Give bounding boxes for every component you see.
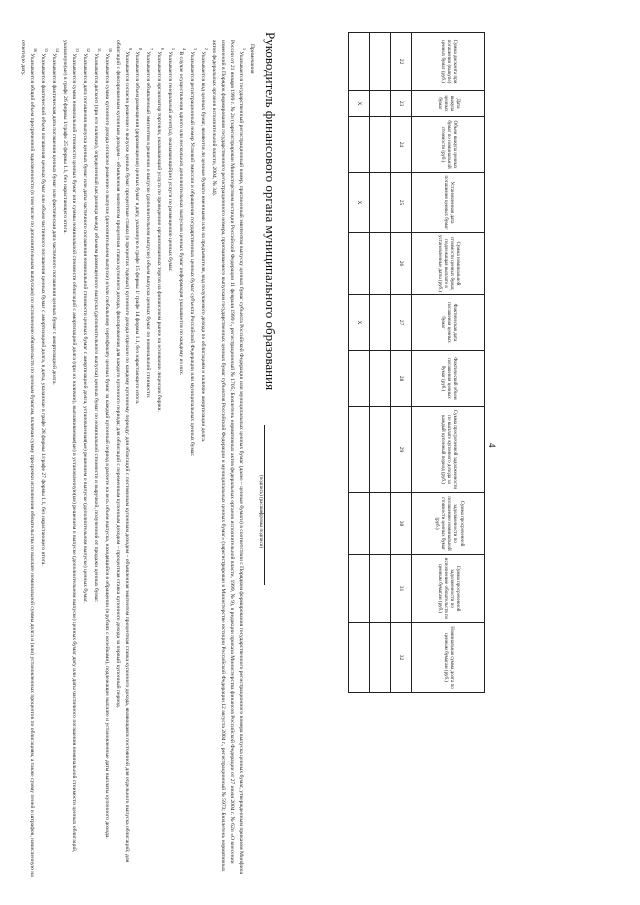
footnote-number: 1 [241, 48, 247, 50]
footnote [38, 40, 49, 880]
table-header-row [412, 33, 485, 693]
signature-hint: (подпись) (расшифровка подписи) [258, 475, 263, 549]
footnote [209, 40, 247, 880]
footnote-number: 14 [54, 48, 60, 52]
header-cell: Сумма номинальной стоимости ценных бумаг, подлежащая выплате в установленные даты (руб.) [412, 233, 485, 295]
table-column-number-row [391, 33, 412, 693]
header-cell: Сумма просроченной задолженности по выплате купонного дохода за каждый купонный период (руб.) [412, 407, 485, 493]
x-mark: X [349, 295, 370, 351]
column-number: 26 [391, 233, 412, 295]
header-cell: Сумма дисконта при погашении (выкупе) ценных бумаг (руб.) [412, 33, 485, 91]
footnote-number: 11 [96, 48, 102, 52]
footnote-text: Указывается дисконт (при его наличии), определенный как разница между объемом размещенного выпуска (дополнительного выпуска) ценных бумаг по номинальной стоимости и выручкой, полученной от продажи ценных бумаг. [92, 53, 99, 603]
table-row [370, 33, 391, 693]
footnote-text: Указывается фактическая дата погашения ценных бумаг или фактическая дата частичного погашения ценных бумаг с амортизацией долга. [51, 53, 58, 385]
column-number: 32 [391, 623, 412, 693]
footnote-text: Указывается сумма номинальной стоимости ценных бумаг или суммы номинальной стоимости облигаций с амортизацией долга (при их наличии), выплачиваемая(ые) в установленную(ые) решением о выпуске (дополнительном выпуске) ценных бумаг дату или даты частичного погашения номинальной стоимости ценных облигаций, указанную(ые) в графе 26 формы 1/графе 25 формы 1.1, без нарастающего итога. [61, 40, 78, 853]
footnote [18, 40, 38, 880]
footnote-list [18, 40, 247, 880]
footnote-text: Указывается государственный регистрационный номер, присвоенный эмитентом выпуску ценных бумаг субъекта Российской Федерации или муниципальных ценных бумаг (далее – ценные бумаги) в соответствии с Порядком формирования государственного регистрационного номера выпуска ценных бумаг, утвержденным приказом Минфина России от 21 января 1999 г. № 2н (зарегистрирован Министерством юстиции Российской Федерации 11 февраля 1999 г., регистрационный № 1705; Бюллетень нормативных актов федеральных органов исполнительной власти, 1999, № 9), в редакции приказа Министерства финансов Российской Федерации от 27 июля 2004 г. № 62н «О внесении изменений в Порядок формирования государственного регистрационного номера, присваиваемого выпускам государственных ценных бумаг субъектов Российской Федерации и муниципальных ценных бумаг» (зарегистрирован в Министерстве юстиции Российской Федерации 12 августа 2004 г., регистрационный № 5973; Бюллетень нормативных актов федеральных органов исполнительной власти, 2004, № 34). [210, 40, 245, 875]
table-cell [370, 493, 391, 555]
table-cell [370, 91, 391, 117]
signature-line [264, 425, 265, 585]
footnote-text: Указывается вид ценных бумаг, являются ли ценные бумаги именными или на предъявителя, вид получаемого дохода по облигациям и наличие амортизации долга. [200, 51, 207, 443]
footnote [143, 40, 154, 880]
table-cell [349, 117, 370, 173]
table-cell [349, 493, 370, 555]
table-cell [349, 623, 370, 693]
footnote-text: Указывается дата погашения выпуска ценных бумаг или даты частичного погашения номинальной стоимости ценных бумаг с амортизацией долга, установленная(ые) решением о выпуске (дополнительном выпуске) ценных бумаг. [81, 53, 88, 603]
x-mark: X [349, 173, 370, 233]
footnote-number: 5 [171, 48, 177, 50]
column-number: 30 [391, 493, 412, 555]
table-cell [370, 407, 391, 493]
notes-title: Примечания [249, 44, 255, 74]
footnote-text: Указывается объявленный эмитентом в решении о выпуске (дополнительном выпуске) объем выпуска ценных бумаг по номинальной стоимости. [145, 51, 152, 399]
column-number: 28 [391, 351, 412, 407]
header-cell: Фактический объем погашения ценных бумаг (руб.) [412, 351, 485, 407]
header-cell: Сумма просроченной задолженности по исполнению обязательств по ценным бумагам (руб.) [412, 555, 485, 623]
footnote [154, 40, 165, 880]
footnote [80, 40, 91, 880]
footnote-number: 15 [44, 48, 50, 52]
table-cell [370, 233, 391, 295]
footnote [49, 40, 60, 880]
column-number: 31 [391, 555, 412, 623]
header-cell: Номинальная сумма долга по ценным бумагам (руб.) [412, 623, 485, 693]
table-cell [370, 33, 391, 91]
footnote-number: 16 [33, 48, 39, 52]
table-total-row [349, 33, 370, 693]
footnote [102, 40, 113, 880]
table-cell [349, 351, 370, 407]
footnote [176, 40, 187, 880]
footnote [60, 40, 80, 880]
footnote-text: Указывается сумма купонного дохода согласно решению о выпуске (дополнительном выпуске) и/или глобальному сертификату ценных бумаг за каждый купонный период в расчете на весь объем выпуска, находящийся в обращении (в рублях с копейками), подлежащие выплате и установленные даты выплаты купонного дохода. [103, 53, 110, 839]
table-cell [349, 33, 370, 91]
footnote-number: 8 [138, 48, 144, 50]
head-title: Руководитель финансового органа муниципального образования [263, 32, 278, 391]
column-number: 23 [391, 91, 412, 117]
column-number: 22 [391, 33, 412, 91]
footnote-text: Указывается организатор торговли, оказывающий услуги по проведению организованных торгов на финансовом рынке на основании лицензии биржи. [156, 51, 163, 412]
table-cell [349, 555, 370, 623]
footnote [198, 40, 209, 880]
header-cell: Фактическая дата погашения ценных бумаг [412, 295, 485, 351]
table-cell [370, 295, 391, 351]
footnote-text: Указывается общий объем просроченной задолженности (в том числе по дополнительным выпускам) по исполнению обязательств по ценным бумагам, включая сумму просрочки исполнения обязательства по выплате номинальной суммы долга и (или) установленных процентов по облигациям, а также сумму пеней и штрафов, начисленную на отчетную дату. [20, 40, 36, 877]
column-number: 25 [391, 173, 412, 233]
column-number: 24 [391, 117, 412, 173]
footnote-number: 4 [182, 48, 188, 50]
table-cell [370, 117, 391, 173]
table-cell [370, 555, 391, 623]
table-cell [349, 407, 370, 493]
page-number: 4 [487, 443, 497, 448]
footnote [165, 40, 176, 880]
footnote-text: Указывается фактический объем погашения ценных бумаг или объем частичного погашения ценных бумаг с амортизацией долга, в даты, указанные в графе 28 формы 1/графе 27 формы 1.1, без нарастающего итога. [40, 53, 47, 566]
footnote [113, 40, 133, 880]
footnote [187, 40, 198, 880]
securities-register-table [348, 32, 485, 693]
header-cell: Объем выкупа ценных бумаг по номинальной стоимости (руб.) [412, 117, 485, 173]
footnote-number: 9 [127, 48, 133, 50]
footnote [91, 40, 102, 880]
table-cell [370, 623, 391, 693]
column-number: 27 [391, 295, 412, 351]
table-cell [349, 233, 370, 295]
footnote-number: 3 [193, 48, 198, 50]
footnote-text: В случае осуществления одного или нескольких дополнительных выпусков ценных бумаг информация указывается по каждому из них. [178, 51, 185, 376]
table-cell [370, 173, 391, 233]
notes-section [18, 40, 256, 880]
column-number: 29 [391, 407, 412, 493]
footnote-text: Указывается генеральный агент(ы), оказывающий(ие) услуги по размещению ценных бумаг. [167, 51, 174, 272]
footnote-number: 2 [203, 48, 209, 50]
footnote-number: 7 [149, 48, 155, 50]
footnote-number: 12 [85, 48, 91, 52]
footnote-text: Указывается согласно решению о выпуске ценных бумаг процентные ставки (в процентах годовых) купонного дохода отдельно по каждому купонному периоду: для облигаций с постоянным купонным доходом – объявленная эмитентом процентная ставка купонного дохода, являющаяся постоянной для отдельного выпуска облигаций; для облигаций с фиксированным купонным доходом – объявленная эмитентом процентная ставка купонного дохода, фиксированная для каждого купонного периода; для облигаций с переменным купонным доходом – процентная ставка купонного дохода за первый купонный период. [114, 40, 130, 863]
footnote-number: 10 [107, 48, 113, 52]
footnote-number: 6 [160, 48, 166, 50]
footnote-text: Указывается регистрационный номер Условий эмиссии и обращения государственных ценных бумаг субъекта Российской Федерации или муниципальных ценных бумаг. [189, 51, 196, 457]
table-cell [370, 351, 391, 407]
footnote [133, 40, 144, 880]
footnote-text: Указывается объем размещения (доразмещения) ценных бумаг в дату, указанную в графе 15 формы 1/ графе 14 формы 1.1, без нарастающего итога. [134, 51, 141, 405]
header-cell: Сумма просроченной задолженности по погашению номинальной стоимости ценных бумаг (руб.) [412, 493, 485, 555]
x-mark: X [349, 91, 370, 117]
header-cell: Дата выкупа ценных бумаг [412, 91, 485, 117]
footnote-number: 13 [74, 48, 80, 52]
header-cell: Установленная дата погашения ценных бумаг [412, 173, 485, 233]
